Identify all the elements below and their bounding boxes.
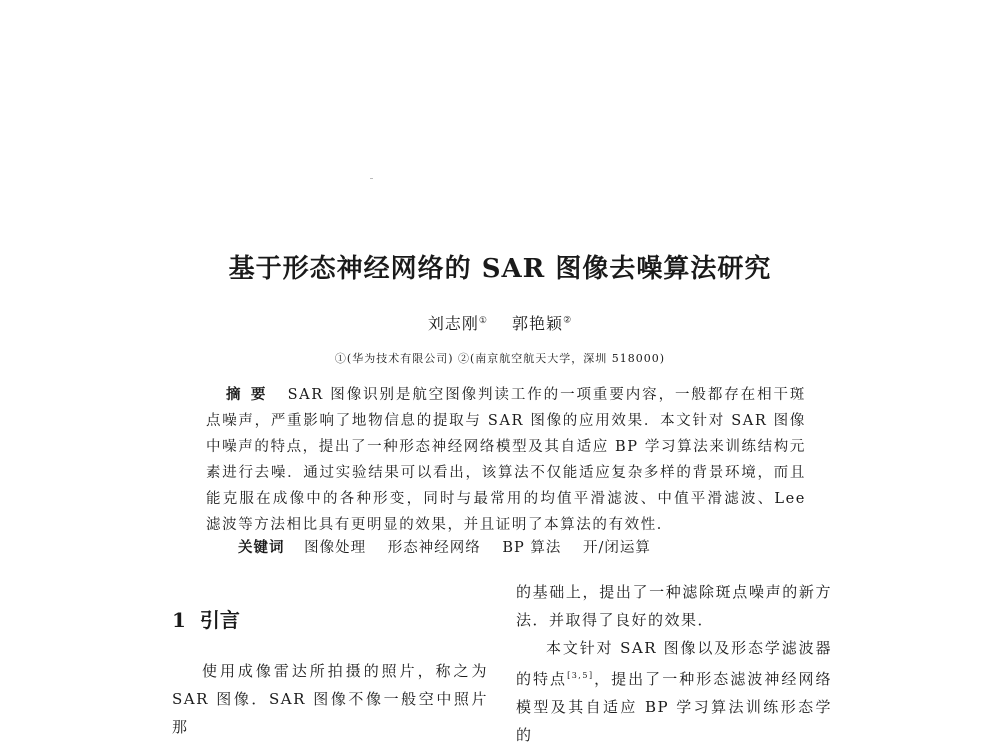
affiliation: ①(华为技术有限公司) ②(南京航空航天大学，深圳 518000) [334,352,666,365]
keyword: BP 算法 [502,540,562,556]
keyword: 图像处理 [304,540,367,556]
section-number: 1 [172,608,186,632]
section-title: 引言 [199,608,240,632]
keywords [238,536,667,557]
citation: [3,5] [567,671,594,680]
author-mark: ① [478,315,488,326]
abstract-text: SAR 图像识别是航空图像判读工作的一项重要内容，一般都存在相干斑点噪声，严重影响了地物信息的提取与 SAR 图像的应用效果．本文针对 SAR 图像中噪声的特点，提出了一种形态神经网络模型及其自适应 BP 学习算法来训练结构元素进行去噪．通过实验结果可以看出，该算法不仅能适应复杂多样的背景环境，而且能克服在成像中的各种形变，同时与最常用的均值平滑滤波、中值平滑滤波、Lee 滤波等方法相比具有更明显的效果，并且证明了本算法的有效性． [206,387,807,533]
keyword: 开/闭运算 [582,540,651,556]
paper-title: 基于形态神经网络的 SAR 图像去噪算法研究 [228,254,772,284]
author-line [0,311,1000,334]
author-mark: ② [563,315,573,326]
paragraph [516,634,832,749]
author-name: 刘志刚 [427,314,479,333]
author-name: 郭艳颖 [512,314,564,333]
section-heading [172,604,240,633]
paragraph: 的基础上，提出了一种滤除斑点噪声的新方法．并取得了良好的效果． [516,583,832,629]
keyword: 形态神经网络 [387,540,481,556]
keywords-label: 关键词 [238,539,285,556]
abstract-label: 摘要 [226,386,276,403]
scan-mark [370,178,373,179]
paragraph-text: 本文针对 SAR 图像以及形态学滤波器的特点 [516,639,832,688]
abstract [206,382,806,538]
body-right-column [516,578,832,749]
paragraph-text: ，提出了一种形态滤波神经网络模型及其自适应 BP 学习算法训练形态学的 [516,670,832,744]
body-left-column: 使用成像雷达所拍摄的照片，称之为 SAR 图像．SAR 图像不像一般空中照片那 [172,662,488,736]
